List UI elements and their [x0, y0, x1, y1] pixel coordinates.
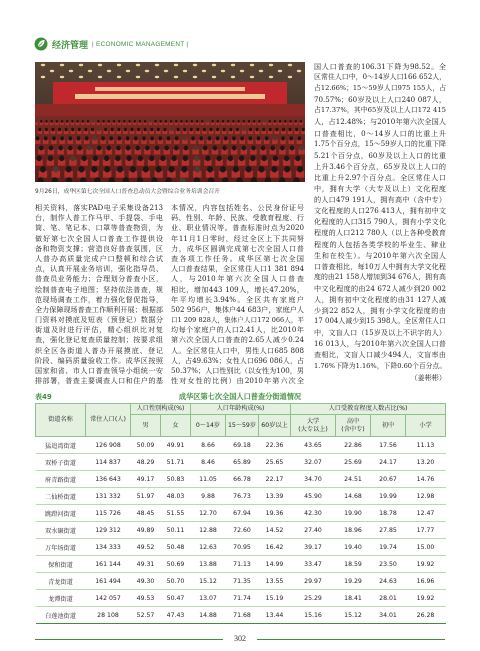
body-text-line: 口普查相比，0～14岁人口的比重上升: [314, 128, 446, 138]
column-header-high-school-line1: 高中: [346, 418, 360, 425]
body-column-left: [35, 203, 163, 386]
cell-street-name: 万年场街道: [36, 539, 86, 556]
cell-age-60: 25.65: [259, 454, 291, 471]
cell-middle-school: 34.01: [371, 607, 406, 624]
body-text-line: 国家和省、市人口普查领导小组统一安: [35, 366, 163, 375]
column-header-name: 街道名称: [36, 404, 86, 437]
column-header-university-line2: (大专以上): [298, 425, 328, 433]
cell-age-15-59: 67.94: [226, 505, 259, 522]
cell-middle-school: 18.78: [371, 505, 406, 522]
body-text-line: 占12.66%；15～59岁人口975 155人，占: [314, 84, 446, 93]
cell-population: 161 494: [86, 573, 131, 590]
cell-primary-school: 19.92: [406, 556, 446, 573]
cell-high-school: 18.59: [336, 556, 371, 573]
body-text-line: 中，拥有大学（大专及以上）文化程度: [314, 184, 446, 194]
section-title-english: | ECONOMIC MANAGEMENT |: [92, 40, 189, 48]
cell-age-15-59: 71.74: [226, 590, 259, 607]
body-text-line: 程度的人包括各类学校的毕业生、肄业: [314, 239, 446, 249]
body-text-line: 50.37%；人口性别比（以女性为100，男: [171, 366, 304, 375]
cell-male: 49.52: [131, 539, 161, 556]
column-header-female: 女: [161, 415, 191, 437]
cell-age-0-14: 15.12: [191, 573, 226, 590]
body-text-line: 5.21个百分点，60岁及以上人口的比重: [314, 150, 446, 160]
cell-age-60: 22.36: [259, 437, 291, 454]
cell-male: 49.53: [131, 590, 161, 607]
cell-middle-school: 17.56: [371, 437, 406, 454]
cell-population: 126 908: [86, 437, 131, 454]
body-column-right: [314, 61, 446, 383]
body-text-line: 台，制作人普工作马甲、手提袋、手电: [35, 213, 163, 223]
body-text-line: 人，占49.63%；女性人口696 086人，占: [171, 356, 304, 365]
body-text-line: 第六次全国人口普查的2.65人减少0.24: [171, 335, 304, 345]
author-credit: （姜彬彬）: [410, 372, 446, 382]
cell-female: 51.55: [161, 505, 191, 522]
cell-age-60: 13.44: [259, 607, 291, 624]
body-text-line: 少到22 852人，拥有小学文化程度的由: [314, 306, 446, 316]
body-text-line: 比重上升2.97个百分点。全区常住人口: [314, 172, 446, 182]
body-text-line: 力，成华区圆满完成第七次全国人口普: [171, 243, 304, 253]
table-row: [36, 471, 446, 488]
cell-street-name: 府青路街道: [36, 471, 86, 488]
body-text-line: 的人口479 191人，拥有高中（含中专）: [314, 195, 446, 205]
cell-age-0-14: 12.88: [191, 522, 226, 539]
body-text-line: 门资料对摸底及短表（预登记）数据分: [35, 315, 163, 325]
cell-middle-school: 27.85: [371, 522, 406, 539]
cell-university: 39.17: [291, 539, 336, 556]
table-row: [36, 607, 446, 624]
body-text-line: 口1 209 828人，集体户人口172 066人，平: [171, 316, 304, 325]
cell-age-0-14: 12.70: [191, 505, 226, 522]
section-header: [34, 36, 188, 52]
leaf-icon: [34, 37, 48, 51]
cell-university: 27.40: [291, 522, 336, 539]
body-text-line: 查相比，文盲人口减少494人，文盲率由: [314, 350, 446, 360]
cell-population: 129 312: [86, 522, 131, 539]
cell-primary-school: 15.00: [406, 539, 446, 556]
column-header-age-0-14: 0～14岁: [191, 415, 226, 437]
cell-middle-school: 20.67: [371, 471, 406, 488]
table-title: 成华区第七次全国人口普查分街道情况: [178, 392, 302, 401]
body-text-line: 查，强化登记复查质量控制；按要求组: [35, 335, 163, 345]
column-header-high-school: [336, 415, 371, 437]
cell-female: 49.91: [161, 437, 191, 454]
body-text-line: 备和物资支撑；营造良好普查氛围，区: [35, 243, 163, 253]
cell-middle-school: 24.17: [371, 454, 406, 471]
body-text-line: 均每个家庭户的人口2.41人，比2010年: [171, 325, 304, 335]
body-text-line: 人。全区常住人口中，男性人口685 808: [171, 345, 304, 355]
body-text-line: 本情况，内容包括姓名、公民身份证号: [171, 203, 304, 212]
cell-street-name: 龙潭街道: [36, 590, 86, 607]
cell-age-15-59: 71.68: [226, 607, 259, 624]
cell-street-name: 双水碾街道: [36, 522, 86, 539]
cell-high-school: 19.29: [336, 573, 371, 590]
column-header-population: 常住人口(人): [86, 404, 131, 437]
body-text-line: 绘制普查电子地图；坚持依法普查，规: [35, 284, 163, 294]
cell-female: 47.43: [161, 607, 191, 624]
cell-high-school: 25.69: [336, 454, 371, 471]
body-text-line: 17 004人减少到15 398人。全区常住人口: [314, 317, 446, 326]
cell-age-15-59: 71.35: [226, 573, 259, 590]
cell-age-60: 13.39: [259, 488, 291, 505]
cell-male: 48.45: [131, 505, 161, 522]
cell-middle-school: 24.63: [371, 573, 406, 590]
cell-primary-school: 17.77: [406, 522, 446, 539]
table-row: [36, 454, 446, 471]
column-header-university: [291, 415, 336, 437]
body-text-line: 70.57%；60岁及以上人口240 087人，: [314, 95, 446, 105]
cell-middle-school: 19.74: [371, 539, 406, 556]
cell-age-0-14: 9.88: [191, 488, 226, 505]
body-text-line: 普查员业务能力；合理划分普查小区，: [35, 274, 163, 284]
body-text-line: 筒、笔、笔记本、口罩等普查物资，为: [35, 223, 163, 233]
cell-university: 29.97: [291, 573, 336, 590]
cell-university: 25.29: [291, 590, 336, 607]
table-row: [36, 522, 446, 539]
cell-high-school: 22.86: [336, 437, 371, 454]
cell-male: 48.29: [131, 454, 161, 471]
table-row: [36, 488, 446, 505]
cell-female: 51.71: [161, 454, 191, 471]
cell-age-15-59: 70.95: [226, 539, 259, 556]
column-header-primary-school: 小学: [406, 415, 446, 437]
body-text-line: 上升3.46个百分点，65岁及以上人口的: [314, 161, 446, 171]
column-group-sex: 人口性别构成(%): [131, 404, 191, 415]
cell-male: 52.57: [131, 607, 161, 624]
table-row: [36, 437, 446, 454]
body-text-line: 口普查相比，每10万人中拥有大学文化程: [314, 261, 446, 271]
cell-male: 50.09: [131, 437, 161, 454]
cell-age-0-14: 14.88: [191, 607, 226, 624]
cell-university: 15.16: [291, 607, 336, 624]
body-text-line: 人，拥有初中文化程度的由31 127人减: [314, 294, 446, 304]
body-text-line: 人普办高质量完成户口整顿和综合试: [35, 253, 163, 263]
cell-high-school: 18.41: [336, 590, 371, 607]
cell-university: 33.47: [291, 556, 336, 573]
body-text-line: 502 956户，集体户44 683户，家庭户人: [171, 304, 304, 314]
cell-primary-school: 12.47: [406, 505, 446, 522]
cell-age-60: 13.55: [259, 573, 291, 590]
body-text-line: 全力保障现场普查工作顺利开展；根据部: [35, 304, 163, 314]
cell-high-school: 19.40: [336, 539, 371, 556]
red-banner: [53, 82, 287, 104]
body-text-line: 程度的人口212 780人（以上各种受教育: [314, 228, 446, 238]
cell-primary-school: 16.96: [406, 573, 446, 590]
cell-age-15-59: 65.89: [226, 454, 259, 471]
cell-population: 142 057: [86, 590, 131, 607]
cell-male: 49.17: [131, 471, 161, 488]
body-text-line: 1.76%下降为1.16%，下降0.60个百分点。: [314, 361, 446, 370]
cell-female: 48.03: [161, 488, 191, 505]
body-text-line: 区常住人口中，0～14岁人口166 652人，: [314, 73, 446, 82]
column-header-age-15-59: 15～59岁: [226, 415, 259, 437]
body-text-line: 性对女性的比例）由2010年第六次全: [171, 376, 304, 386]
cell-male: 49.89: [131, 522, 161, 539]
meeting-hall-image: [35, 62, 305, 182]
cell-population: 161 144: [86, 556, 131, 573]
cell-primary-school: 19.92: [406, 590, 446, 607]
column-header-age-60: 60岁以上: [259, 415, 291, 437]
cell-middle-school: 19.99: [371, 488, 406, 505]
cell-primary-school: 26.28: [406, 607, 446, 624]
body-text-line: 相关资料，落实PAD电子采集设备213: [35, 203, 163, 212]
cell-high-school: 15.12: [336, 607, 371, 624]
photo-caption: 9月26日，成华区第七次全国人口普查总动员大会暨综合业务培训会召开: [35, 189, 220, 195]
cell-male: 51.97: [131, 488, 161, 505]
body-text-line: 相比，增加443 109人，增长47.20%，: [171, 284, 304, 294]
body-text-line: 年11月1日零时，经过全区上下共同努: [171, 233, 304, 243]
cell-age-60: 14.52: [259, 522, 291, 539]
body-text-line: 中文化程度的由24 672人减少到20 002: [314, 283, 446, 293]
cell-age-0-14: 12.63: [191, 539, 226, 556]
body-text-line: 生和在校生）。与2010年第六次全国人: [314, 250, 446, 260]
table-row: [36, 556, 446, 573]
cell-age-0-14: 13.88: [191, 556, 226, 573]
table-label: 表49: [35, 393, 52, 401]
cell-university: 32.07: [291, 454, 336, 471]
body-text-line: 年平均增长3.94%。全区共有家庭户: [171, 294, 304, 304]
column-header-middle-school: 初中: [371, 415, 406, 437]
cell-high-school: 19.90: [336, 505, 371, 522]
cell-street-name: 白莲池街道: [36, 607, 86, 624]
cell-street-name: 跳蹬河街道: [36, 505, 86, 522]
cell-street-name: 青龙街道: [36, 573, 86, 590]
cell-population: 131 332: [86, 488, 131, 505]
cell-university: 45.90: [291, 488, 336, 505]
cell-street-name: 猛追湾街道: [36, 437, 86, 454]
cell-age-60: 15.19: [259, 590, 291, 607]
cell-female: 50.83: [161, 471, 191, 488]
cell-university: 42.30: [291, 505, 336, 522]
cell-population: 114 837: [86, 454, 131, 471]
cell-female: 50.47: [161, 590, 191, 607]
cell-population: 134 333: [86, 539, 131, 556]
cell-age-0-14: 8.46: [191, 454, 226, 471]
cell-age-15-59: 69.18: [226, 437, 259, 454]
table-row: [36, 539, 446, 556]
body-text-line: 织全区各街道人普办开展摸底、登记: [35, 345, 163, 355]
body-text-line: 国人口普查的106.31下降为98.52。全: [314, 62, 446, 71]
cell-male: 49.31: [131, 556, 161, 573]
cell-street-name: 双桥子街道: [36, 454, 86, 471]
cell-age-60: 22.17: [259, 471, 291, 488]
body-text-line: 度的由21 158人增加到34 676人，拥有高: [314, 272, 446, 281]
cell-middle-school: 28.01: [371, 590, 406, 607]
cell-high-school: 14.68: [336, 488, 371, 505]
table-row: [36, 590, 446, 607]
body-text-line: 人口普查结果，全区常住人口1 381 894: [171, 264, 304, 274]
body-text-line: 阶段、编码质量验收工作。成华区按照: [35, 355, 163, 365]
cell-population: 136 643: [86, 471, 131, 488]
body-text-line: 街道及时进行评估，精心组织比对复: [35, 325, 163, 335]
body-text-line: 码、性别、年龄、民族、受教育程度、行: [171, 213, 304, 223]
column-header-university-line1: 大学: [306, 418, 320, 425]
body-text-line: 范现场调查工作，着力强化督促指导，: [35, 294, 163, 304]
cell-primary-school: 14.76: [406, 471, 446, 488]
body-text-line: 1.75个百分点，15～59岁人口的比重下降: [314, 139, 446, 148]
cell-female: 50.11: [161, 522, 191, 539]
cell-population: 28 108: [86, 607, 131, 624]
section-title: 经济管理: [52, 40, 89, 51]
meeting-photo: [35, 62, 305, 182]
cell-age-15-59: 72.60: [226, 522, 259, 539]
cell-age-15-59: 71.13: [226, 556, 259, 573]
body-column-middle: [171, 203, 304, 386]
cell-middle-school: 23.50: [371, 556, 406, 573]
cell-age-15-59: 76.73: [226, 488, 259, 505]
body-text-line: 点，认真开展业务培训，强化指导员、: [35, 264, 163, 274]
cell-male: 49.30: [131, 573, 161, 590]
cell-age-60: 16.42: [259, 539, 291, 556]
table-row: [36, 505, 446, 522]
cell-age-15-59: 66.78: [226, 471, 259, 488]
cell-female: 50.69: [161, 556, 191, 573]
cell-university: 43.65: [291, 437, 336, 454]
column-group-education: 人口受教育程度人数占比(%): [291, 404, 446, 415]
column-header-male: 男: [131, 415, 161, 437]
cell-street-name: 二仙桥街道: [36, 488, 86, 505]
body-text-line: 做好第七次全国人口普查工作提供设: [35, 233, 163, 243]
body-text-line: 中，文盲人口（15岁及以上不识字的人）: [314, 328, 446, 338]
body-text-line: 人，与2010年第六次全国人口普查: [171, 274, 304, 284]
body-text-line: 排部署，普查主要调查人口和住户的基: [35, 376, 163, 386]
body-text-line: 化程度的人口315 790人，拥有小学文化: [314, 217, 446, 227]
cell-population: 115 726: [86, 505, 131, 522]
district-census-table: [35, 403, 446, 624]
cell-primary-school: 12.98: [406, 488, 446, 505]
cell-high-school: 24.51: [336, 471, 371, 488]
cell-age-0-14: 8.66: [191, 437, 226, 454]
body-text-line: 人，占12.48%；与2010年第六次全国人: [314, 117, 446, 127]
cell-female: 50.70: [161, 573, 191, 590]
column-group-age: 人口年龄构成(%): [191, 404, 291, 415]
body-text-line: 文化程度的人口276 413人，拥有初中文: [314, 206, 446, 216]
column-header-high-school-line2: (含中专): [341, 425, 365, 433]
body-text-line: 业、职业情况等。普查标准时点为2020: [171, 223, 304, 233]
cell-university: 34.70: [291, 471, 336, 488]
cell-age-0-14: 13.07: [191, 590, 226, 607]
cell-age-60: 19.36: [259, 505, 291, 522]
cell-street-name: 保和街道: [36, 556, 86, 573]
cell-primary-school: 11.13: [406, 437, 446, 454]
body-text-line: 占17.37%，其中65岁及以上人口172 415: [314, 106, 446, 115]
cell-primary-school: 13.20: [406, 454, 446, 471]
cell-female: 50.48: [161, 539, 191, 556]
cell-high-school: 18.96: [336, 522, 371, 539]
page-number: 302: [234, 634, 246, 643]
body-text-line: 16 013人，与2010年第六次全国人口普: [314, 339, 446, 349]
cell-age-0-14: 11.05: [191, 471, 226, 488]
body-text-line: 查各项工作任务。成华区第七次全国: [171, 253, 304, 263]
table-row: [36, 573, 446, 590]
cell-age-60: 14.99: [259, 556, 291, 573]
